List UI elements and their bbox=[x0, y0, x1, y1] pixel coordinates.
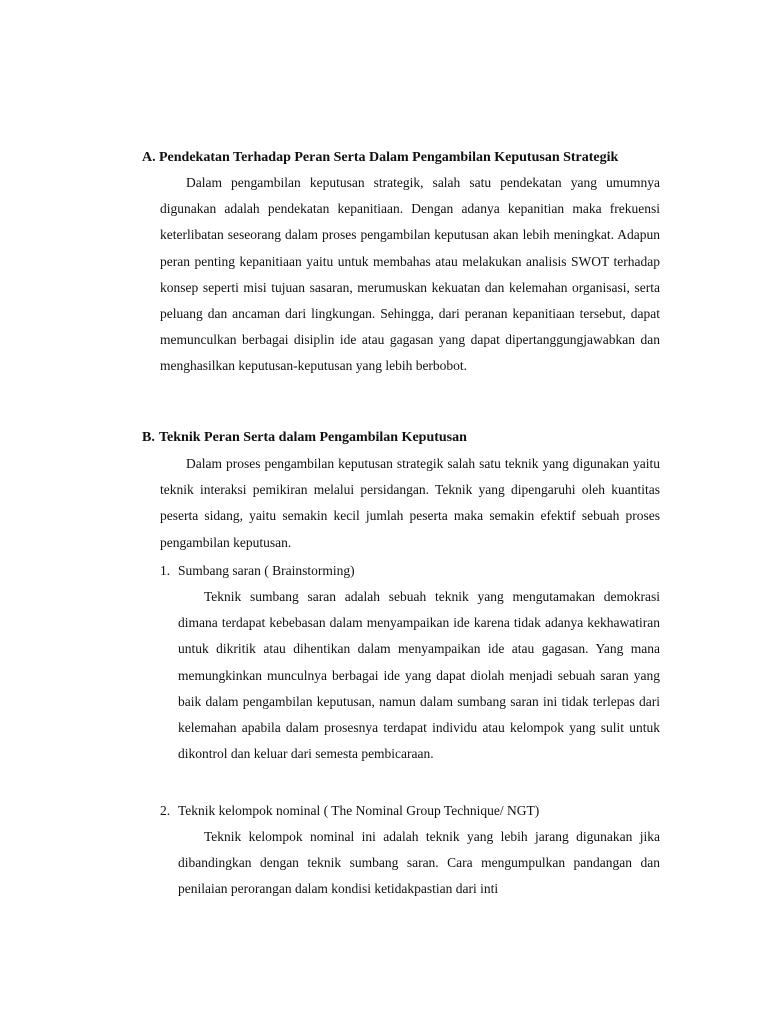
list-item-2-paragraph: Teknik kelompok nominal ini adalah teknik yang lebih jarang digunakan jika dibandingkan dengan teknik sumbang saran. Cara mengumpulkan pandangan dan penilaian perorangan dalam kondisi ketidakpastian dari inti bbox=[178, 829, 660, 897]
section-b-heading bbox=[142, 428, 467, 448]
list-item-1-label: Sumbang saran ( Brainstorming) bbox=[178, 563, 355, 578]
section-a-paragraph: Dalam pengambilan keputusan strategik, salah satu pendekatan yang umumnya digunakan adalah pendekatan kepanitiaan. Dengan adanya kepanitian maka frekuensi keterlibatan seseorang dalam proses pengambilan keputusan akan lebih meningkat. Adapun peran penting kepanitiaan yaitu untuk membahas atau melakukan analisis SWOT terhadap konsep seperti misi tujuan sasaran, merumuskan kekuatan dan kelemahan organisasi, serta peluang dan ancaman dari lingkungan. Sehingga, dari peranan kepanitiaan tersebut, dapat memunculkan berbagai disiplin ide atau gagasan yang dapat dipertanggungjawabkan dan menghasilkan keputusan-keputusan yang lebih berbobot. bbox=[160, 175, 660, 374]
section-b-paragraph: Dalam proses pengambilan keputusan strategik salah satu teknik yang digunakan yaitu teknik interaksi pemikiran melalui persidangan. Teknik yang dipengaruhi oleh kuantitas peserta sidang, yaitu semakin kecil jumlah peserta maka semakin efektif sebuah proses pengambilan keputusan. bbox=[160, 456, 660, 550]
list-item-2-label-row bbox=[160, 801, 539, 821]
section-b-marker: B. bbox=[142, 430, 155, 445]
list-item-2-number: 2. bbox=[160, 803, 171, 818]
list-item-1-label-row bbox=[160, 561, 355, 581]
list-item-2-label: Teknik kelompok nominal ( The Nominal Group Technique/ NGT) bbox=[178, 803, 540, 818]
list-item-1-paragraph: Teknik sumbang saran adalah sebuah teknik yang mengutamakan demokrasi dimana terdapat kebebasan dalam menyampaikan ide karena tidak adanya kekhawatiran untuk dikritik atau dihentikan dalam menyampaikan ide atau gagasan. Yang mana memungkinkan munculnya berbagai ide yang dapat diolah menjadi sebuah saran yang baik dalam pengambilan keputusan, namun dalam sumbang saran ini tidak terlepas dari kelemahan apabila dalam prosesnya terdapat individu atau kelompok yang sulit untuk dikontrol dan keluar dari semesta pembicaraan. bbox=[178, 589, 660, 762]
section-a-marker: A. bbox=[142, 150, 156, 165]
section-b-title: Teknik Peran Serta dalam Pengambilan Keputusan bbox=[159, 430, 467, 445]
section-a-title: Pendekatan Terhadap Peran Serta Dalam Pengambilan Keputusan Strategik bbox=[159, 150, 619, 165]
section-a-heading bbox=[142, 148, 618, 168]
list-item-1-number: 1. bbox=[160, 563, 171, 578]
